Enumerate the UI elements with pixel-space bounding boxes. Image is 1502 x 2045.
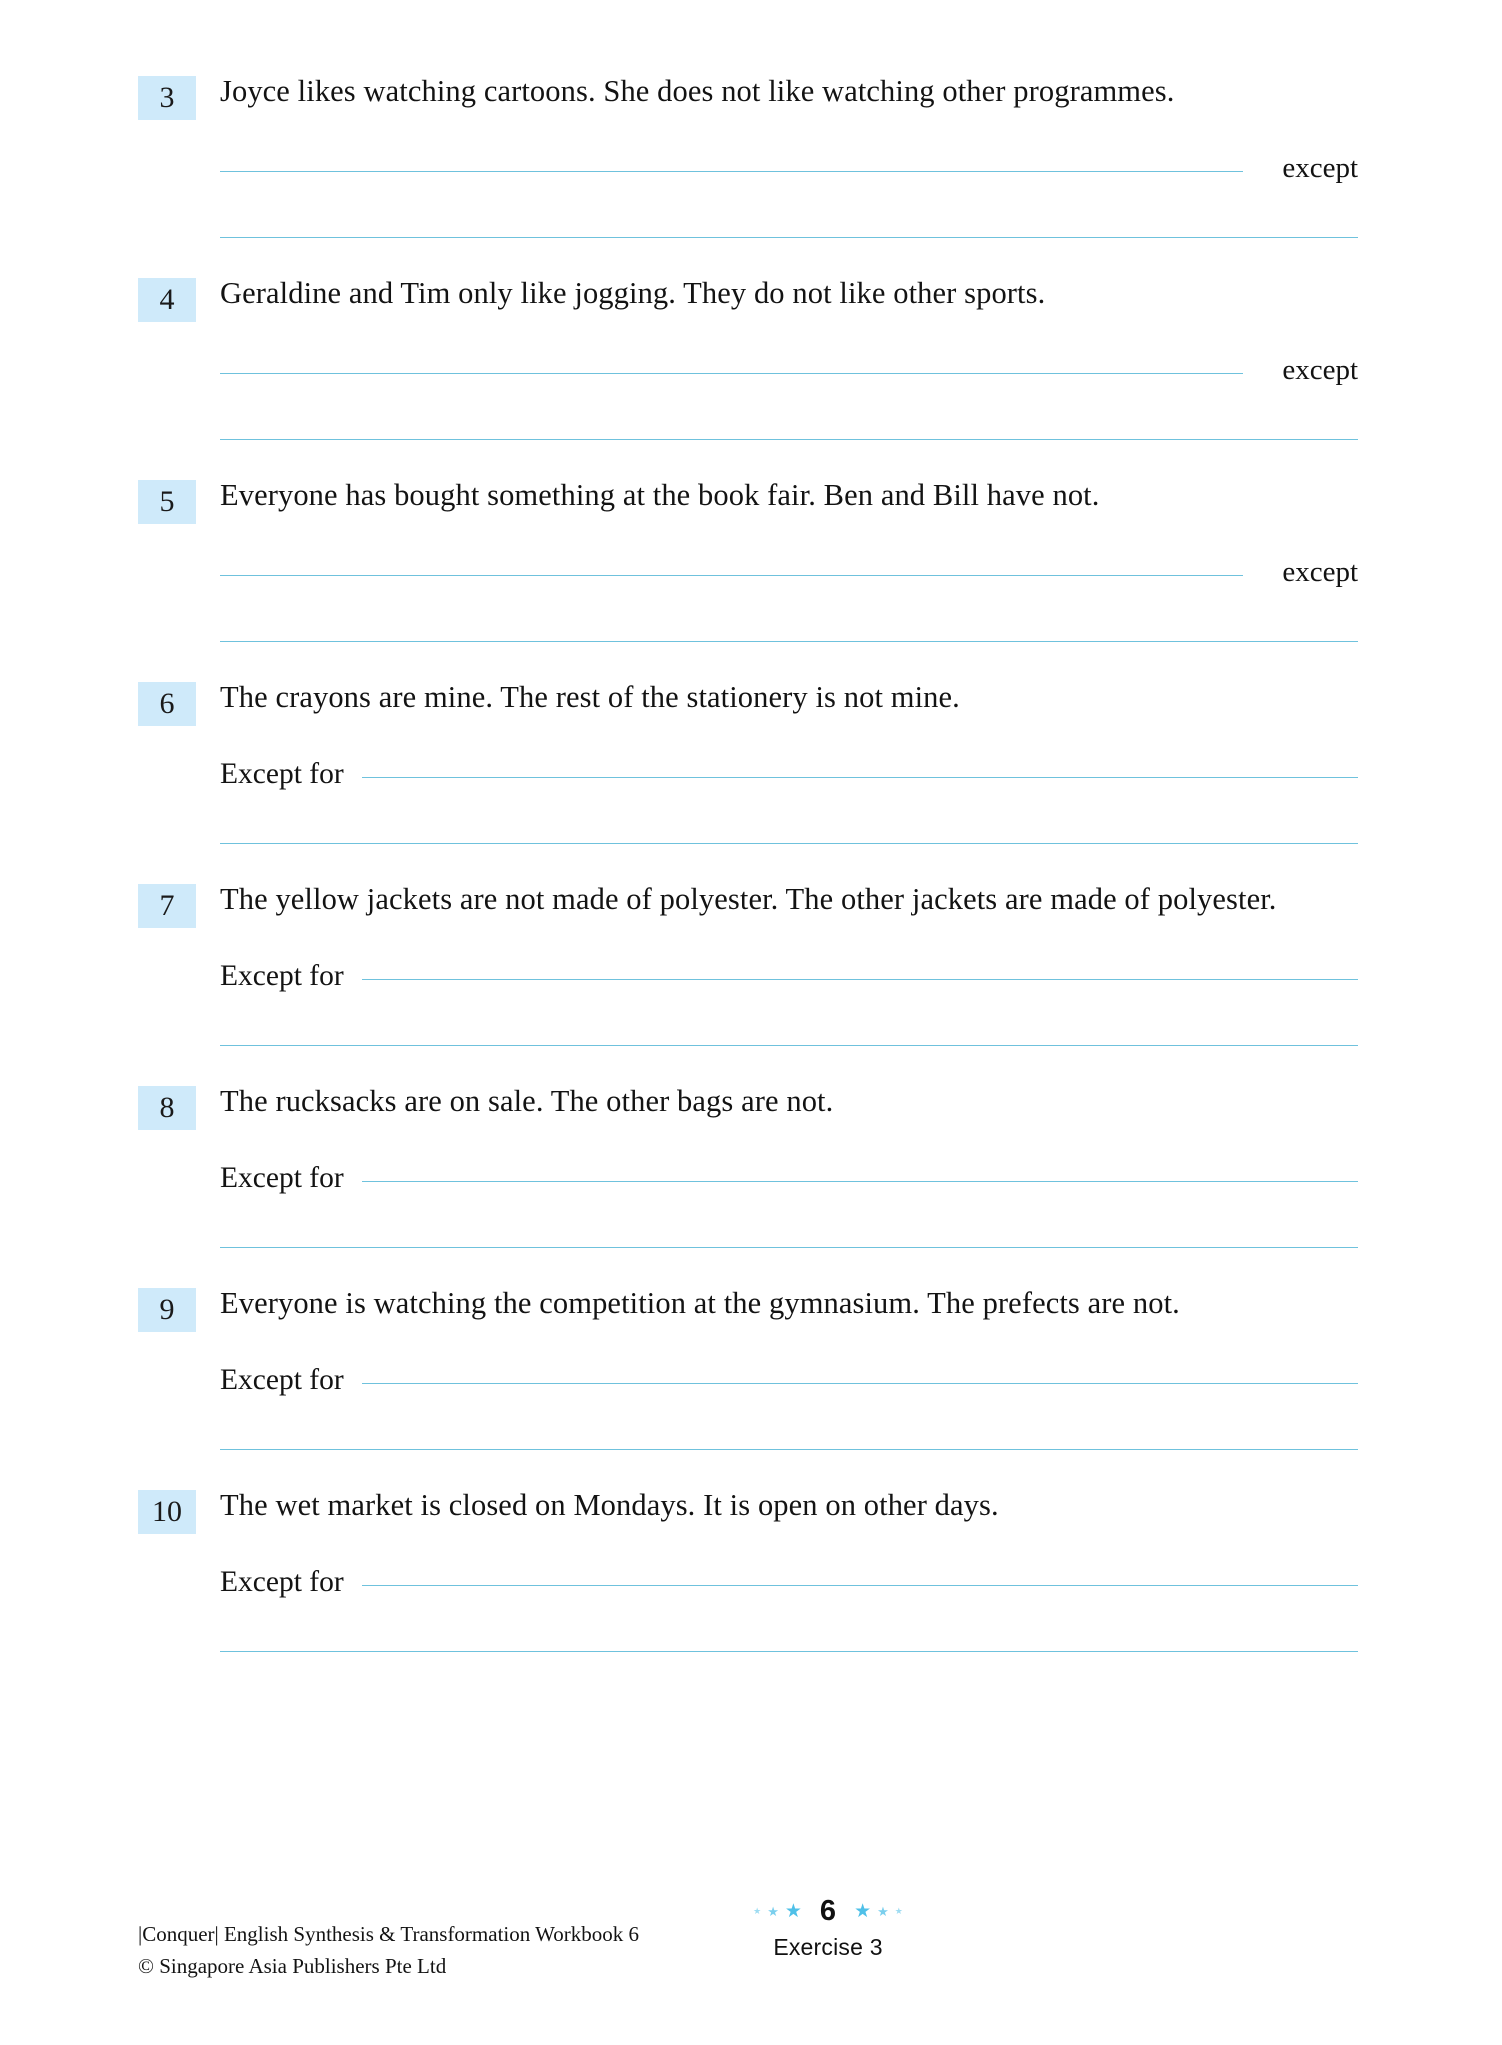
except-label: except — [1282, 354, 1358, 386]
answer-area — [220, 928, 1358, 1060]
answer-line-row[interactable] — [220, 994, 1358, 1060]
star-icon: ★ — [894, 1905, 903, 1916]
answer-line-row[interactable] — [220, 1600, 1358, 1666]
answer-rule[interactable] — [220, 1449, 1358, 1450]
question-number: 5 — [138, 480, 196, 524]
answer-rule[interactable] — [220, 1247, 1358, 1248]
spacer — [138, 858, 1358, 880]
except-label: except — [1282, 556, 1358, 588]
answer-rule[interactable] — [220, 843, 1358, 844]
answer-line-row[interactable] — [220, 1130, 1358, 1196]
star-icon: ★ — [877, 1903, 889, 1919]
question-block — [138, 678, 1358, 858]
question-number: 9 — [138, 1288, 196, 1332]
question-text: Joyce likes watching cartoons. She does not like watching other programmes. — [220, 74, 1175, 108]
except-for-label: Except for — [220, 959, 344, 992]
answer-line-row[interactable] — [220, 590, 1358, 656]
answer-line-row[interactable] — [220, 322, 1358, 388]
spacer — [138, 252, 1358, 274]
question-header — [138, 1082, 1358, 1130]
spacer — [138, 1060, 1358, 1082]
answer-line-row[interactable] — [220, 928, 1358, 994]
answer-line-row[interactable] — [220, 524, 1358, 590]
answer-rule[interactable] — [220, 237, 1358, 238]
question-number: 10 — [138, 1490, 196, 1534]
answer-area — [220, 524, 1358, 656]
question-block — [138, 1082, 1358, 1262]
star-icon: ★ — [854, 1900, 872, 1922]
answer-area — [220, 120, 1358, 252]
answer-area — [220, 322, 1358, 454]
answer-line-row[interactable] — [220, 1398, 1358, 1464]
question-text: The wet market is closed on Mondays. It is open on other days. — [220, 1488, 999, 1522]
answer-rule[interactable] — [362, 979, 1358, 980]
question-number: 4 — [138, 278, 196, 322]
question-block — [138, 476, 1358, 656]
question-block — [138, 1486, 1358, 1666]
question-number: 3 — [138, 76, 196, 120]
footer-page-marker — [698, 1894, 958, 1961]
spacer — [138, 454, 1358, 476]
answer-line-row[interactable] — [220, 120, 1358, 186]
question-number: 7 — [138, 884, 196, 928]
answer-rule[interactable] — [362, 1585, 1358, 1586]
except-for-label: Except for — [220, 1161, 344, 1194]
answer-line-row[interactable] — [220, 186, 1358, 252]
question-header — [138, 880, 1358, 928]
spacer — [138, 1262, 1358, 1284]
page-number: 6 — [819, 1894, 837, 1927]
question-header — [138, 678, 1358, 726]
footer-publisher-info — [138, 1918, 639, 1983]
page-footer — [138, 1863, 1362, 1983]
question-text: The crayons are mine. The rest of the stationery is not mine. — [220, 680, 960, 714]
question-header — [138, 476, 1358, 524]
answer-rule[interactable] — [220, 171, 1243, 172]
question-header — [138, 274, 1358, 322]
page-number-bar — [698, 1894, 958, 1928]
answer-rule[interactable] — [220, 373, 1243, 374]
question-text: Everyone is watching the competition at the gymnasium. The prefects are not. — [220, 1286, 1180, 1320]
star-icon: ★ — [767, 1903, 779, 1919]
footer-title-line: |Conquer| English Synthesis & Transformation Workbook 6 — [138, 1921, 640, 1946]
star-icon: ★ — [753, 1905, 762, 1916]
answer-rule[interactable] — [220, 641, 1358, 642]
answer-rule[interactable] — [362, 777, 1358, 778]
spacer — [138, 1464, 1358, 1486]
question-block — [138, 1284, 1358, 1464]
answer-rule[interactable] — [220, 1045, 1358, 1046]
answer-line-row[interactable] — [220, 1534, 1358, 1600]
answer-area — [220, 1332, 1358, 1464]
answer-area — [220, 1130, 1358, 1262]
question-number: 6 — [138, 682, 196, 726]
question-number: 8 — [138, 1086, 196, 1130]
spacer — [138, 656, 1358, 678]
except-label: except — [1282, 152, 1358, 184]
answer-line-row[interactable] — [220, 1332, 1358, 1398]
question-text: The rucksacks are on sale. The other bags are not. — [220, 1084, 834, 1118]
except-for-label: Except for — [220, 1363, 344, 1396]
except-for-label: Except for — [220, 1565, 344, 1598]
answer-rule[interactable] — [220, 439, 1358, 440]
answer-rule[interactable] — [362, 1383, 1358, 1384]
question-text: Everyone has bought something at the book fair. Ben and Bill have not. — [220, 478, 1100, 512]
answer-area — [220, 1534, 1358, 1666]
question-header — [138, 1284, 1358, 1332]
questions-container — [138, 72, 1358, 1666]
question-text: The yellow jackets are not made of polyester. The other jackets are made of polyester. — [220, 882, 1277, 916]
answer-area — [220, 726, 1358, 858]
answer-line-row[interactable] — [220, 792, 1358, 858]
question-block — [138, 72, 1358, 252]
question-block — [138, 880, 1358, 1060]
question-header — [138, 72, 1358, 120]
answer-rule[interactable] — [220, 575, 1243, 576]
question-text: Geraldine and Tim only like jogging. They do not like other sports. — [220, 276, 1046, 310]
answer-rule[interactable] — [220, 1651, 1358, 1652]
answer-line-row[interactable] — [220, 1196, 1358, 1262]
answer-line-row[interactable] — [220, 388, 1358, 454]
footer-copyright-line: © Singapore Asia Publishers Pte Ltd — [138, 1954, 447, 1979]
exercise-label: Exercise 3 — [773, 1934, 883, 1960]
question-block — [138, 274, 1358, 454]
star-icon: ★ — [784, 1900, 802, 1922]
answer-rule[interactable] — [362, 1181, 1358, 1182]
except-for-label: Except for — [220, 757, 344, 790]
answer-line-row[interactable] — [220, 726, 1358, 792]
question-header — [138, 1486, 1358, 1534]
